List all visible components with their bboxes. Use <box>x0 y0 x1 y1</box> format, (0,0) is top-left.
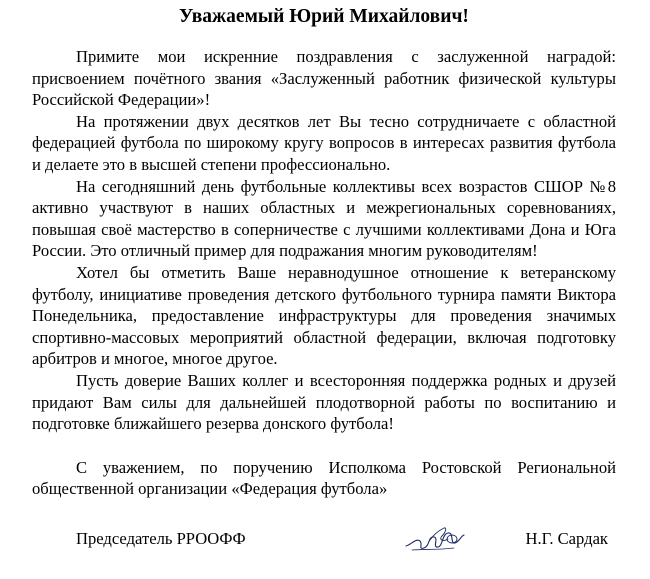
letter <box>32 4 616 554</box>
paragraph-wishes: Пусть доверие Ваших коллег и всесторонняя поддержка родных и друзей придают Вам силы для дальнейшей плодотворной работы по воспитанию и подготовке ближайшего резерва донского футбола! <box>32 370 616 434</box>
signatory-name: Н.Г. Сардак <box>525 528 608 548</box>
paragraph-teams: На сегодняшний день футбольные коллективы всех возрастов СШОР №8 активно участвуют в наших областных и межрегиональных соревнованиях, повышая своё мастерство в соперничестве с лучшими коллективами Дона и Юга России. Это отличный пример для подражания многим руководителям! <box>32 176 616 261</box>
signatory-position: Председатель РРООФФ <box>76 528 246 548</box>
letter-greeting: Уважаемый Юрий Михайлович! <box>179 6 469 27</box>
closing-remark: С уважением, по поручению Исполкома Ростовской Региональной общественной организации «Федерация футбола» <box>32 457 616 499</box>
handwritten-signature-icon <box>404 524 466 554</box>
paragraph-congratulations: Примите мои искренние поздравления с заслуженной наградой: присвоением почётного звания «Заслуженный работник физической культуры Российской Федерации»! <box>32 47 616 110</box>
signature-block <box>32 524 616 554</box>
paragraph-cooperation: На протяжении двух десятков лет Вы тесно сотрудничаете с областной федерацией футбола по широкому кругу вопросов в интересах развития футбола и делаете это в высшей степени профессионально. <box>32 111 616 174</box>
paragraph-veterans: Хотел бы отметить Ваше неравнодушное отношение к ветеранскому футболу, инициативе проведения детского футбольного турнира памяти Виктора Понедельника, предоставление инфраструктуры для проведения значимых спортивно-массовых мероприятий областной федерации, включая подготовку арбитров и многое, многое другое. <box>32 262 616 369</box>
